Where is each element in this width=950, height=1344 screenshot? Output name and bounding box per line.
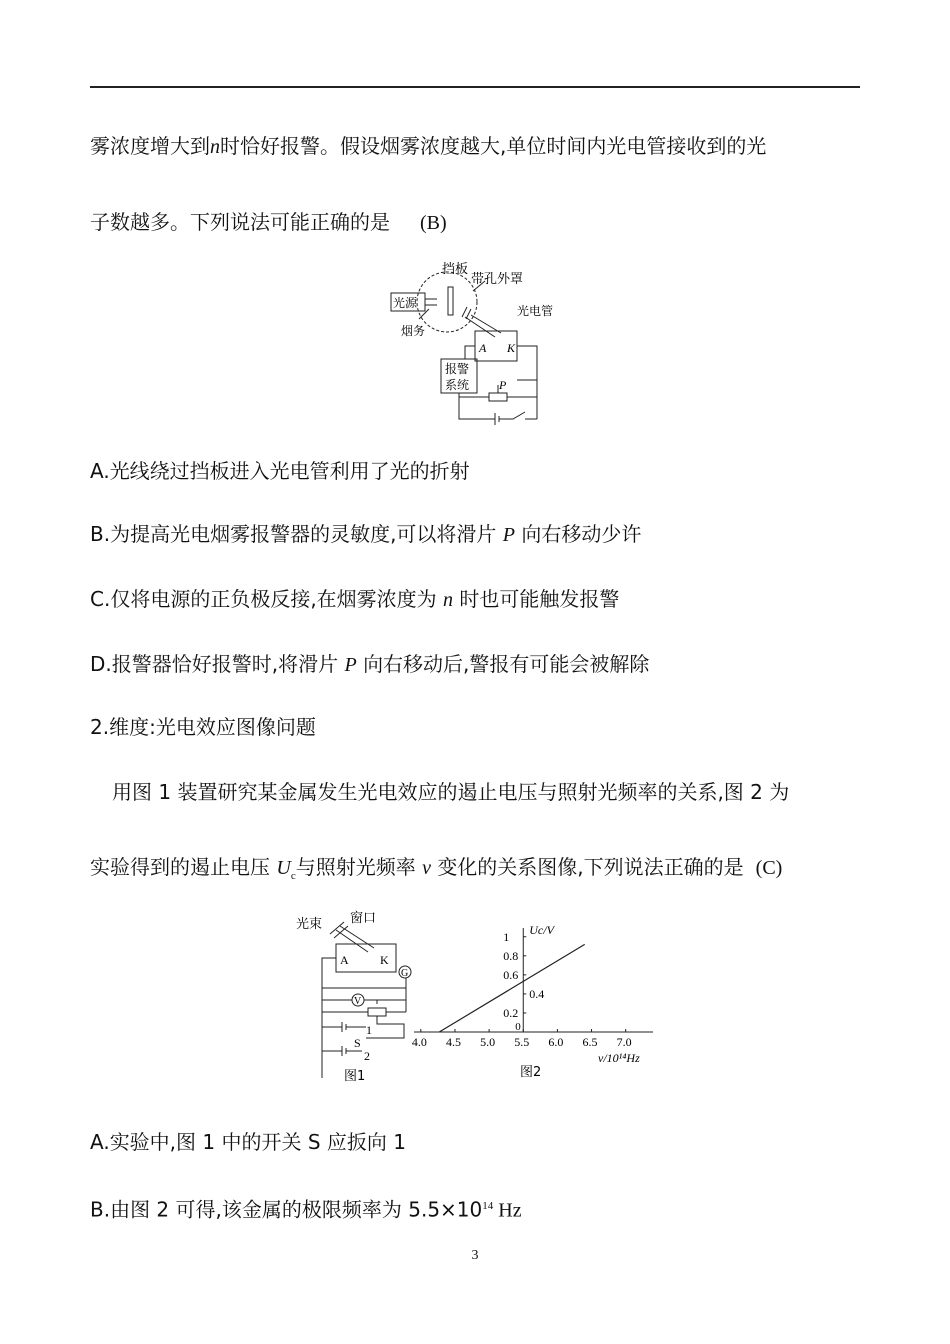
apparatus-diagram — [292, 910, 417, 1085]
x-tick-label-4: 6.0 — [548, 1035, 564, 1049]
q2-answer: (C) — [755, 857, 783, 879]
label-switch: S — [354, 1036, 361, 1050]
origin-label: 0 — [515, 1021, 521, 1033]
smoke-alarm-figure — [385, 255, 555, 429]
x-tick-label-2: 5.0 — [480, 1035, 496, 1049]
q1-line2: 子数越多。下列说法可能正确的是 (B) — [90, 210, 447, 234]
label-caption-1: 图1 — [344, 1069, 366, 1084]
y-tick-label-1: 0.4 — [529, 986, 545, 1001]
label-cover: 带孔外罩 — [471, 272, 524, 287]
stopping-voltage-chart — [408, 920, 663, 1085]
label-light-source: 光源 — [393, 296, 418, 310]
x-tick-label-5: 6.5 — [582, 1035, 598, 1049]
q1-option-d: D.报警器恰好报警时,将滑片 P 向右移动后,警报有可能会被解除 — [90, 652, 650, 676]
label-phototube: 光电管 — [517, 304, 554, 318]
x-tick-label-6: 7.0 — [616, 1035, 632, 1049]
figure-2 — [408, 920, 663, 1089]
q2-line2: 实验得到的遏止电压 $U_c$与照射光频率 v 变化的关系图像,下列说法正确的是 (C) — [90, 855, 783, 882]
x-tick-label-0: 4.0 — [411, 1035, 427, 1049]
x-tick-label-1: 4.5 — [445, 1035, 461, 1049]
q2-line1: 用图 1 装置研究某金属发生光电效应的遏止电压与照射光频率的关系,图 2 为 — [112, 780, 790, 804]
header-rule — [90, 86, 860, 88]
label-smoke: 烟务 — [401, 324, 426, 338]
q2-option-b: B.由图 2 可得,该金属的极限频率为 $5.5\times 10^{14}$ Hz — [90, 1197, 522, 1222]
label-galvanometer: G — [401, 968, 409, 979]
page-number: 3 — [471, 1248, 479, 1263]
label-anode: A — [479, 341, 487, 355]
q1-option-a: A.光线绕过挡板进入光电管利用了光的折射 — [90, 459, 470, 483]
x-tick-label-3: 5.5 — [514, 1035, 530, 1049]
q1-answer: (B) — [420, 212, 447, 234]
label-cathode-2: K — [380, 953, 389, 967]
label-pos-1: 1 — [366, 1023, 372, 1037]
baffle — [448, 287, 453, 315]
section-heading: 2.维度:光电效应图像问题 — [90, 715, 316, 739]
q2-option-a: A.实验中,图 1 中的开关 S 应扳向 1 — [90, 1130, 406, 1154]
label-alarm-2: 系统 — [445, 378, 470, 392]
label-slider: P — [499, 378, 507, 392]
q1-option-c: C.仅将电源的正负极反接,在烟雾浓度为 n 时也可能触发报警 — [90, 587, 620, 611]
y-tick-label-4: 1 — [503, 929, 510, 944]
cover-circle — [417, 272, 477, 332]
figure-1 — [292, 910, 417, 1089]
label-beam: 光束 — [296, 917, 323, 932]
y-tick-label-0: 0.2 — [503, 1005, 519, 1020]
label-voltmeter: V — [354, 996, 362, 1007]
x-axis-label: v/10¹⁴Hz — [598, 1051, 640, 1065]
y-axis-label: Uc/V — [529, 923, 554, 937]
label-anode-2: A — [340, 953, 349, 967]
chart-caption: 图2 — [520, 1065, 542, 1080]
q1-line1: 雾浓度增大到n时恰好报警。假设烟雾浓度越大,单位时间内光电管接收到的光 — [90, 134, 767, 158]
y-tick-label-2: 0.6 — [503, 967, 519, 982]
q1-option-b: B.为提高光电烟雾报警器的灵敏度,可以将滑片 P 向右移动少许 — [90, 522, 642, 546]
label-cathode: K — [507, 341, 516, 355]
label-baffle: 挡板 — [442, 262, 469, 277]
label-alarm-1: 报警 — [445, 362, 470, 376]
y-tick-label-3: 0.8 — [503, 948, 519, 963]
smoke-alarm-diagram — [385, 255, 555, 425]
label-window: 窗口 — [350, 911, 377, 926]
label-pos-2: 2 — [364, 1049, 370, 1063]
